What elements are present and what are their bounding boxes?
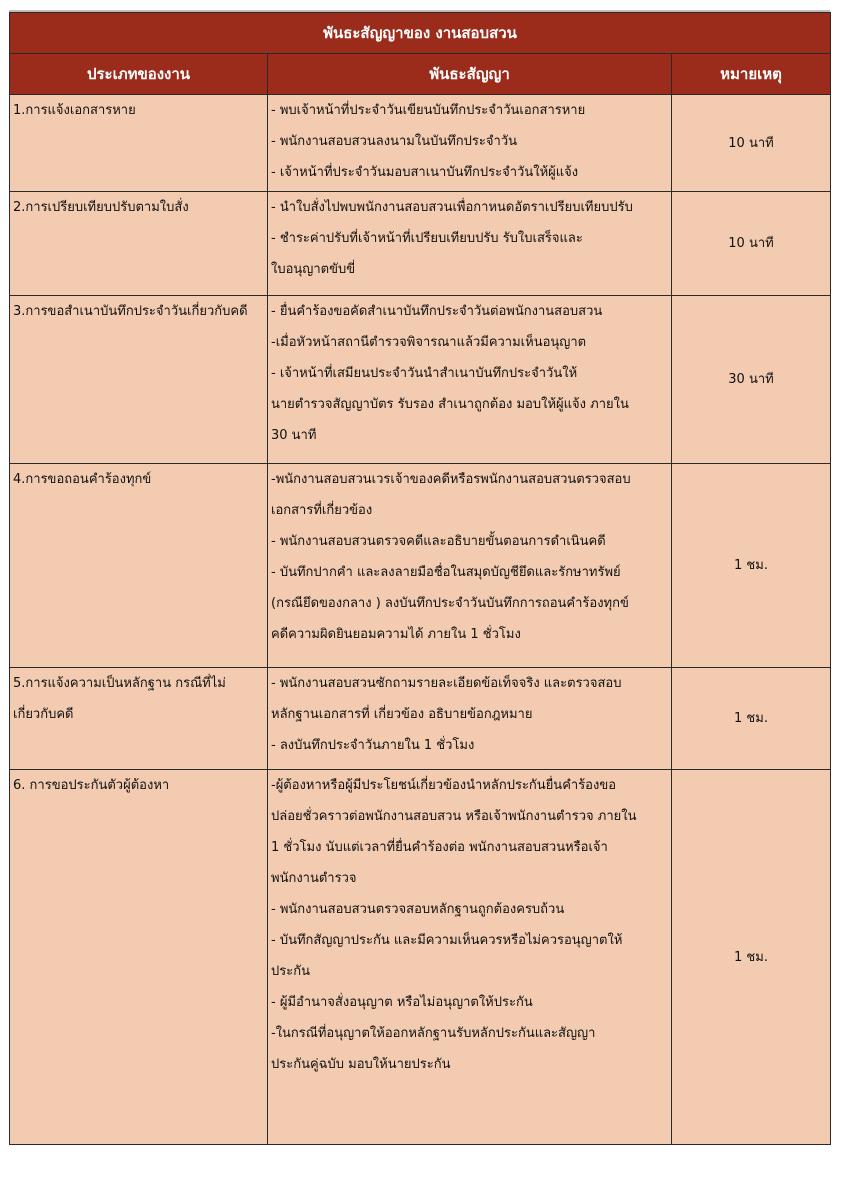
commitment-line: - ลงบันทึกประจำวันภายใน 1 ชั่วโมง bbox=[271, 738, 475, 753]
commitment-line: พนักงานตำรวจ bbox=[271, 871, 357, 886]
commitment-line: 1 ชั่วโมง นับแต่เวลาที่ยื่นคำร้องต่อ พนักงานสอบสวนหรือเจ้า bbox=[271, 840, 608, 855]
commitment-line: เอกสารที่เกี่ยวข้อง bbox=[271, 503, 373, 518]
remark-cell: 1 ชม. bbox=[672, 770, 831, 1145]
commitment-cell bbox=[268, 192, 672, 296]
commitment-line: ปล่อยชั่วคราวต่อพนักงานสอบสวน หรือเจ้าพนักงานตำรวจ ภายใน bbox=[271, 809, 637, 824]
remark-cell: 1 ชม. bbox=[672, 668, 831, 770]
title-row bbox=[10, 13, 831, 54]
work-type-text: 3.การขอสำเนาบันทึกประจำวันเกี่ยวกับคดี bbox=[13, 304, 248, 319]
work-type-cell bbox=[10, 464, 268, 668]
commitment-cell bbox=[268, 296, 672, 464]
commitment-line: - เจ้าหน้าที่ประจำวันมอบสาเนาบันทึกประจำวันให้ผู้แจ้ง bbox=[271, 165, 579, 180]
work-type-text: 2.การเปรียบเทียบปรับตามใบสั่ง bbox=[13, 200, 189, 215]
service-commitment-sheet bbox=[9, 12, 830, 1145]
table-row bbox=[10, 464, 831, 668]
commitment-line: - พนักงานสอบสวนตรวจสอบหลักฐานถูกต้องครบถ้วน bbox=[271, 902, 565, 917]
commitment-line: ประกัน bbox=[271, 964, 310, 979]
work-type-text: เกี่ยวกับคดี bbox=[13, 707, 74, 722]
work-type-cell bbox=[10, 668, 268, 770]
commitment-line: - เจ้าหน้าที่เสมียนประจำวันนำสำเนาบันทึกประจำวันให้ bbox=[271, 366, 578, 381]
work-type-cell bbox=[10, 296, 268, 464]
commitment-line: ใบอนุญาตขับขี่ bbox=[271, 262, 356, 277]
work-type-text: 5.การแจ้งความเป็นหลักฐาน กรณีที่ไม่ bbox=[13, 676, 226, 691]
work-type-text: 1.การแจ้งเอกสารหาย bbox=[13, 103, 136, 118]
commitment-line: -พนักงานสอบสวนเวรเจ้าของคดีหรือรพนักงานสอบสวนตรวจสอบ bbox=[271, 472, 631, 487]
work-type-cell bbox=[10, 192, 268, 296]
commitment-line: - ชำระค่าปรับที่เจ้าหน้าที่เปรียบเทียบปรับ รับใบเสร็จและ bbox=[271, 231, 583, 246]
table-row bbox=[10, 770, 831, 1145]
commitment-cell bbox=[268, 464, 672, 668]
commitment-line: -ในกรณีที่อนุญาตให้ออกหลักฐานรับหลักประกันและสัญญา bbox=[271, 1026, 596, 1041]
commitment-line: - นำใบสั่งไปพบพนักงานสอบสวนเพื่อกาหนดอัตราเปรียบเทียบปรับ bbox=[271, 200, 633, 215]
header-commitment: พันธะสัญญา bbox=[268, 54, 672, 95]
table-row bbox=[10, 668, 831, 770]
commitment-line: - ยื่นคำร้องขอคัดสำเนาบันทึกประจำวันต่อพนักงานสอบสวน bbox=[271, 304, 603, 319]
table-row bbox=[10, 95, 831, 192]
work-type-text: 4.การขอถอนคำร้องทุกข์ bbox=[13, 472, 152, 487]
commitment-cell bbox=[268, 668, 672, 770]
commitment-line: - บันทึกสัญญาประกัน และมีความเห็นควรหรือไม่ควรอนุญาตให้ bbox=[271, 933, 623, 948]
commitment-line: ประกันคู่ฉบับ มอบให้นายประกัน bbox=[271, 1057, 451, 1072]
commitment-line: - พนักงานสอบสวนลงนามในบันทึกประจำวัน bbox=[271, 134, 518, 149]
commitment-line: - บันทึกปากคำ และลงลายมือชื่อในสมุดบัญชียึดและรักษาทรัพย์ bbox=[271, 565, 621, 580]
commitment-line: (กรณียึดของกลาง ) ลงบันทึกประจำวันบันทึกการถอนคำร้องทุกข์ bbox=[271, 596, 629, 611]
work-type-text: 6. การขอประกันตัวผู้ต้องหา bbox=[13, 778, 170, 793]
commitment-line: - พนักงานสอบสวนซักถามรายละเอียดข้อเท็จจริง และตรวจสอบ bbox=[271, 676, 622, 691]
remark-cell: 1 ชม. bbox=[672, 464, 831, 668]
header-remark: หมายเหตุ bbox=[672, 54, 831, 95]
commitment-line: หลักฐานเอกสารที่ เกี่ยวข้อง อธิบายข้อกฎหมาย bbox=[271, 707, 533, 722]
commitment-line: - พนักงานสอบสวนตรวจคดีและอธิบายขั้นตอนการดำเนินคดี bbox=[271, 534, 606, 549]
header-row bbox=[10, 54, 831, 95]
table-row bbox=[10, 296, 831, 464]
commitment-line: นายตำรวจสัญญาบัตร รับรอง สำเนาถูกต้อง มอบให้ผู้แจ้ง ภายใน bbox=[271, 397, 629, 412]
commitment-cell bbox=[268, 95, 672, 192]
commitment-table bbox=[9, 12, 831, 1145]
commitment-line: คดีความผิดยินยอมความได้ ภายใน 1 ชั่วโมง bbox=[271, 627, 521, 642]
commitment-line: - ผู้มีอำนาจสั่งอนุญาต หรือไม่อนุญาตให้ประกัน bbox=[271, 995, 533, 1010]
work-type-cell bbox=[10, 95, 268, 192]
commitment-line: -เมื่อหัวหน้าสถานีตำรวจพิจารณาแล้วมีความเห็นอนุญาต bbox=[271, 335, 587, 350]
commitment-line: 30 นาที bbox=[271, 428, 317, 443]
remark-cell: 30 นาที bbox=[672, 296, 831, 464]
commitment-cell bbox=[268, 770, 672, 1145]
table-row bbox=[10, 192, 831, 296]
work-type-cell bbox=[10, 770, 268, 1145]
table-title: พันธะสัญญาของ งานสอบสวน bbox=[10, 13, 831, 54]
remark-cell: 10 นาที bbox=[672, 95, 831, 192]
commitment-line: -ผู้ต้องหาหรือผู้มีประโยชน์เกี่ยวข้องนำหลักประกันยื่นคำร้องขอ bbox=[271, 778, 617, 793]
remark-cell: 10 นาที bbox=[672, 192, 831, 296]
header-work-type: ประเภทของงาน bbox=[10, 54, 268, 95]
commitment-line: - พบเจ้าหน้าที่ประจำวันเขียนบันทึกประจำวันเอกสารหาย bbox=[271, 103, 586, 118]
